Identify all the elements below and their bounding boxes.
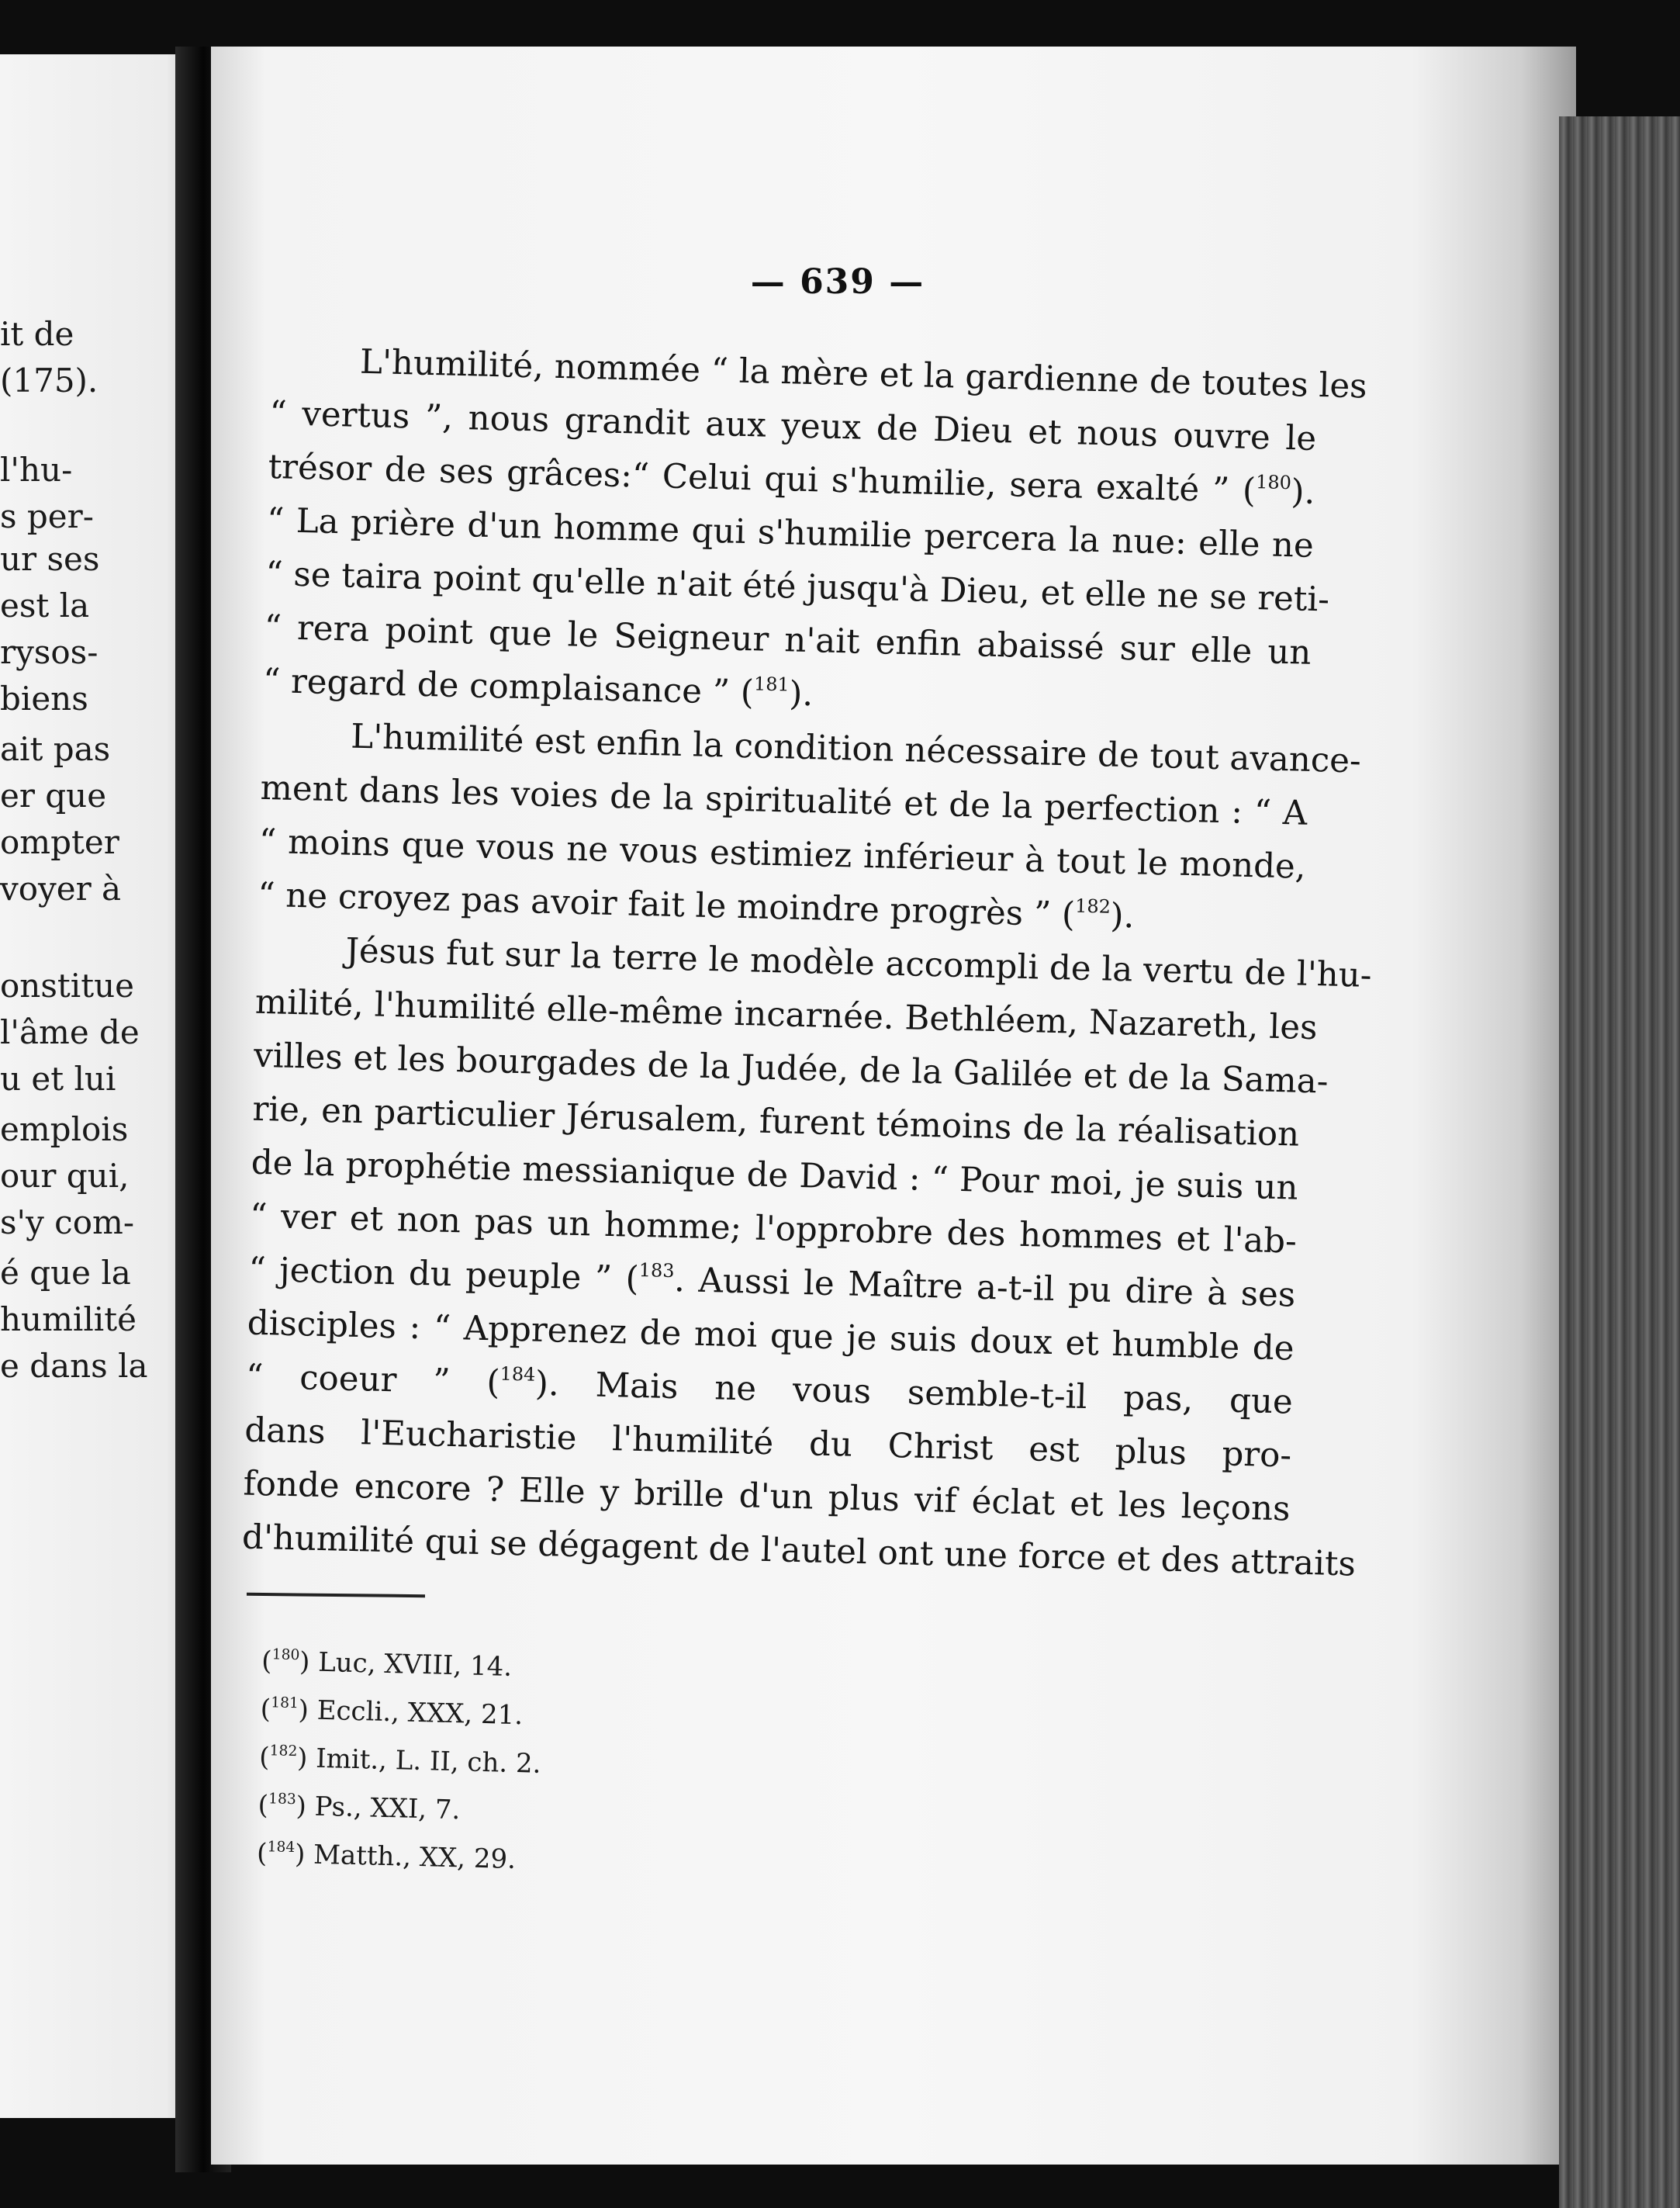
footnote-text: Luc, XVIII, 14. (317, 1646, 513, 1683)
left-page-line: u et lui (0, 1060, 116, 1098)
body-line: ment dans les voies de la spiritualité et de la perfection : “ A (260, 768, 1308, 833)
body-line: trésor de ses grâces:“ Celui qui s'humilie, sera exalté ” ($^{180}$). (268, 447, 1316, 512)
body-line: villes et les bourgades de la Judée, de la Galilée et de la Sama- (253, 1036, 1329, 1102)
body-line: “ La prière d'un homme qui s'humilie percera la nue: elle ne (266, 500, 1315, 566)
left-page-line: biens (0, 680, 88, 718)
footnote-number: ($^{180}$) (261, 1645, 319, 1678)
footnote-text: Eccli., XXX, 21. (316, 1694, 524, 1732)
footnote-number: ($^{181}$) (260, 1693, 318, 1726)
footnote-text: Ps., XXI, 7. (314, 1791, 461, 1826)
body-text (241, 334, 1373, 1590)
body-line: rie, en particulier Jérusalem, furent témoins de la réalisation (251, 1089, 1300, 1154)
body-line: L'humilité, nommée “ la mère et la gardienne de toutes les (359, 342, 1368, 407)
left-page-line: ompter (0, 823, 119, 861)
left-page-line: est la (0, 587, 90, 625)
left-page-line: emplois (0, 1110, 129, 1148)
body-line: “ moins que vous ne vous estimiez inférieur à tout le monde, (258, 822, 1307, 887)
body-line: “ jection du peuple ” ($^{183}$. Aussi le Maître a-t-il pu dire à ses (247, 1250, 1296, 1315)
body-line: “ coeur ” ($^{184}$). Mais ne vous semble-t-il pas, que (245, 1357, 1294, 1422)
body-line: “ vertus ”, nous grandit aux yeux de Dieu et nous ouvre le (268, 393, 1317, 459)
left-page-line: é que la (0, 1254, 131, 1292)
footnote-number: ($^{183}$) (258, 1789, 316, 1822)
left-page-line: er que (0, 777, 107, 815)
left-page-line: l'hu- (0, 451, 73, 489)
left-page-line: rysos- (0, 633, 99, 671)
body-line: L'humilité est enfin la condition nécessaire de tout avance- (350, 717, 1362, 781)
footnote-number: ($^{184}$) (256, 1837, 314, 1871)
left-page-line: humilité (0, 1300, 137, 1338)
footnote-text: Imit., L. II, ch. 2. (315, 1743, 541, 1780)
left-page-line: our qui, (0, 1157, 130, 1195)
body-line: “ rera point que le Seigneur n'ait enfin abaissé sur elle un (264, 607, 1312, 673)
body-line: “ se taira point qu'elle n'ait été jusqu'à Dieu, et elle ne se reti- (264, 554, 1330, 620)
body-line: “ regard de complaisance ” ($^{181}$). (262, 661, 814, 715)
body-line: Jésus fut sur la terre le modèle accompli de la vertu de l'hu- (344, 931, 1373, 995)
body-line: disciples : “ Apprenez de moi que je suis doux et humble de (247, 1303, 1295, 1369)
left-page-line: voyer à (0, 870, 122, 908)
footnote-number: ($^{182}$) (258, 1741, 316, 1774)
left-page-line: onstitue (0, 967, 134, 1005)
left-page-line: ait pas (0, 730, 111, 768)
body-line: fonde encore ? Elle y brille d'un plus vif éclat et les leçons (243, 1464, 1291, 1529)
left-page-line: s'y com- (0, 1203, 135, 1241)
page-edges (1559, 116, 1680, 2208)
left-page-line: it de (0, 315, 74, 353)
footnotes (256, 1637, 959, 1895)
body-line: “ ne croyez pas avoir fait le moindre progrès ” ($^{182}$). (257, 875, 1136, 936)
page-number: — 639 — (750, 262, 925, 302)
left-page-line: s per- (0, 497, 94, 535)
left-page-line: ur ses (0, 540, 100, 578)
body-line: milité, l'humilité elle-même incarnée. Bethléem, Nazareth, les (254, 982, 1318, 1048)
footnote-text: Matth., XX, 29. (313, 1839, 517, 1876)
body-line: d'humilité qui se dégagent de l'autel ont une force et des attraits (241, 1518, 1357, 1584)
body-line: “ ver et non pas un homme; l'opprobre des hommes et l'ab- (249, 1196, 1298, 1261)
left-page-line: (175). (0, 362, 99, 400)
body-line: de la prophétie messianique de David : “ Pour moi, je suis un (251, 1143, 1299, 1208)
left-page-line: l'âme de (0, 1013, 140, 1051)
body-line: dans l'Eucharistie l'humilité du Christ est plus pro- (244, 1410, 1292, 1476)
left-page-line: e dans la (0, 1347, 148, 1385)
